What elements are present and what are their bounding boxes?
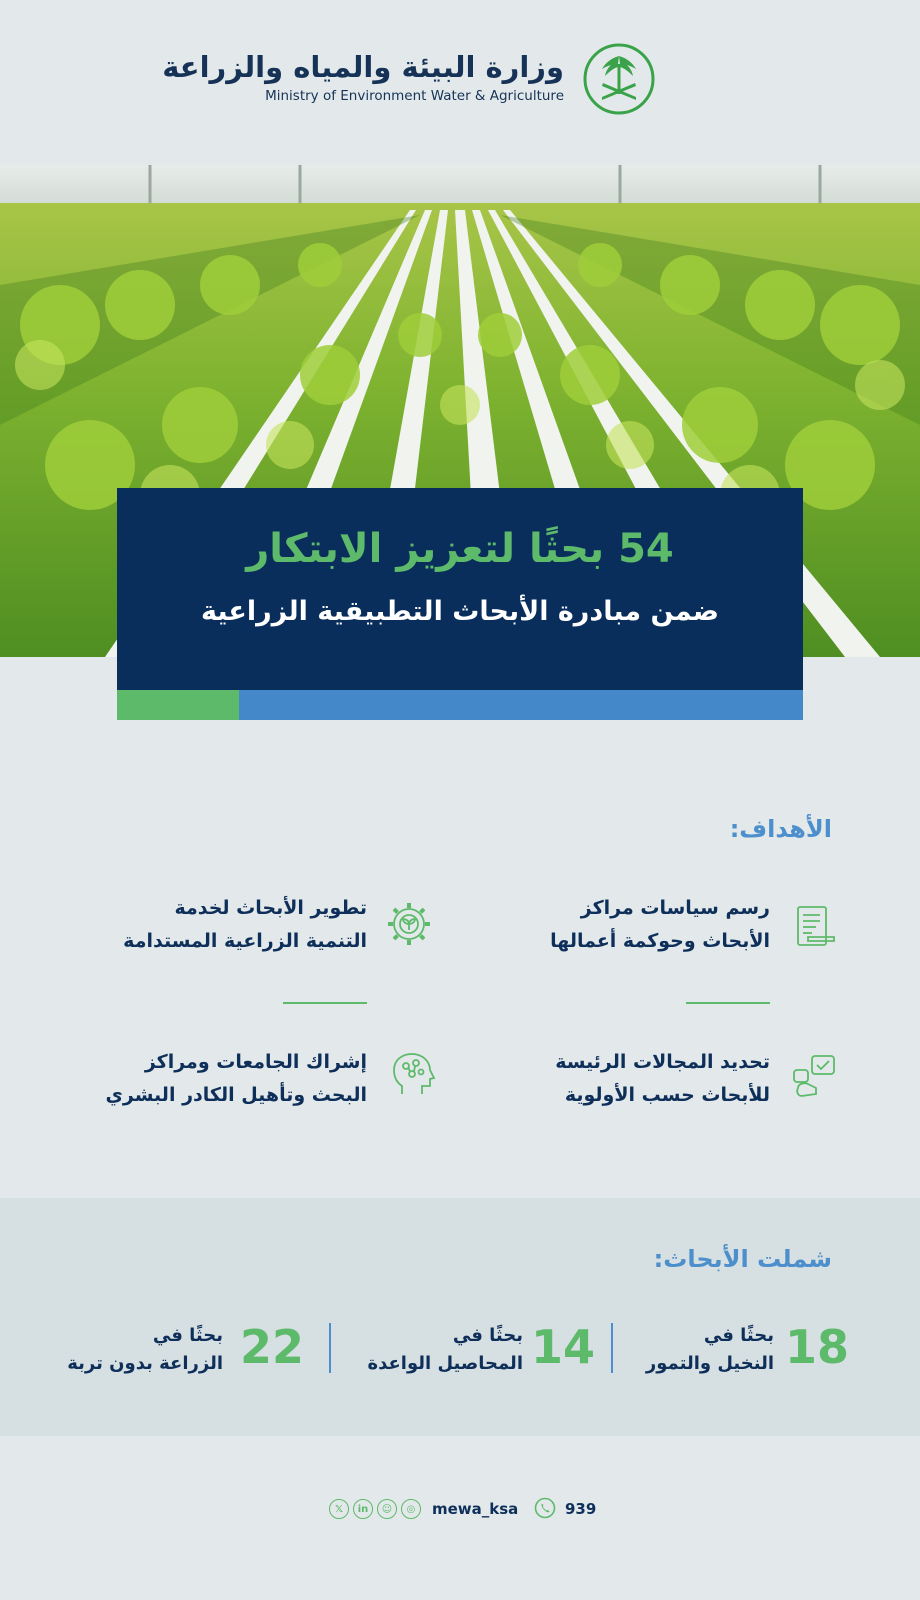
linkedin-icon[interactable]: in [353, 1499, 373, 1519]
goal-line-2: للأبحاث حسب الأولوية [564, 1084, 770, 1106]
snapchat-icon[interactable]: ☺ [377, 1499, 397, 1519]
goal-item [470, 892, 770, 958]
stat-label [646, 1322, 774, 1378]
goal-line-2: الأبحاث وحوكمة أعمالها [550, 930, 770, 952]
research-title: شملت الأبحاث: [653, 1245, 832, 1273]
ministry-logo-icon [582, 42, 656, 116]
goal-divider [283, 1002, 367, 1004]
accent-bar-blue [239, 690, 803, 720]
instagram-icon[interactable]: ◎ [401, 1499, 421, 1519]
goal-line-1: رسم سياسات مراكز [580, 897, 770, 919]
headline-subtitle: ضمن مبادرة الأبحاث التطبيقية الزراعية [201, 596, 719, 627]
header [0, 0, 920, 165]
checklist-hand-icon [790, 1052, 838, 1100]
stat-separator [611, 1323, 613, 1373]
headline-title: 54 بحثًا لتعزيز الابتكار [246, 526, 674, 572]
goal-line-1: إشراك الجامعات ومراكز [144, 1051, 367, 1073]
gear-plant-icon [385, 900, 433, 948]
goal-item [470, 1046, 770, 1112]
stat-line-1: بحثًا في [152, 1325, 223, 1346]
goal-line-1: تحديد المجالات الرئيسة [555, 1051, 770, 1073]
document-pen-icon [790, 903, 838, 951]
goals-title: الأهداف: [729, 815, 832, 843]
stat-line-2: المحاصيل الواعدة [367, 1353, 523, 1374]
ministry-name-arabic: وزارة البيئة والمياه والزراعة [162, 50, 564, 84]
goal-item [67, 892, 367, 958]
goal-line-1: تطوير الأبحاث لخدمة [174, 897, 367, 919]
footer [0, 1495, 920, 1523]
goal-line-2: التنمية الزراعية المستدامة [123, 930, 367, 952]
stat-label [367, 1322, 523, 1378]
ministry-name-english: Ministry of Environment Water & Agriculture [265, 88, 564, 104]
accent-bar-green [117, 690, 239, 720]
phone-icon [534, 1497, 556, 1519]
head-ideas-icon [388, 1050, 436, 1098]
research-section [0, 1198, 920, 1436]
stat-number: 18 [785, 1320, 850, 1374]
stat-line-1: بحثًا في [703, 1325, 774, 1346]
stat-separator [329, 1323, 331, 1373]
headline-box [117, 488, 803, 690]
stat-line-2: النخيل والتمور [645, 1353, 774, 1374]
goal-line-2: البحث وتأهيل الكادر البشري [105, 1084, 367, 1106]
social-handle[interactable]: mewa_ksa [432, 1500, 519, 1518]
goal-divider [686, 1002, 770, 1004]
stat-number: 22 [240, 1320, 305, 1374]
stat-line-1: بحثًا في [452, 1325, 523, 1346]
stat-line-2: الزراعة بدون تربة [67, 1353, 223, 1374]
phone-number[interactable]: 939 [565, 1500, 597, 1518]
x-icon[interactable]: 𝕏 [329, 1499, 349, 1519]
stat-number: 14 [531, 1320, 596, 1374]
goal-item [67, 1046, 367, 1112]
stat-label [67, 1322, 223, 1378]
